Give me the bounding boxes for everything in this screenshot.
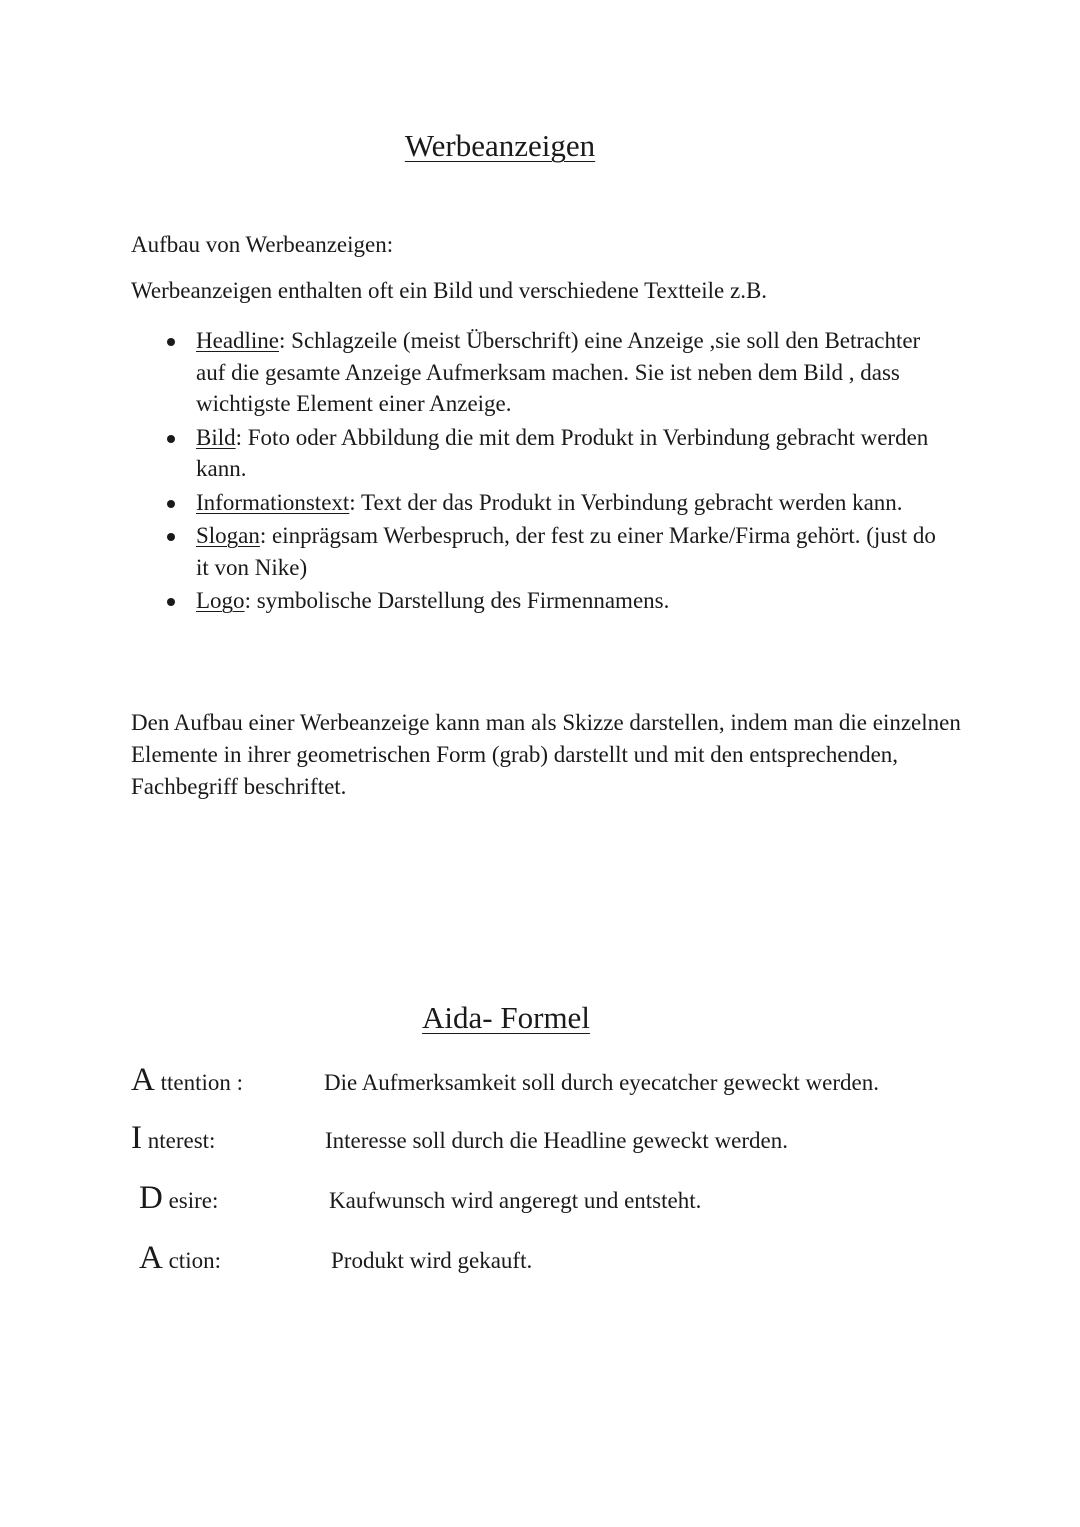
aida-description: Die Aufmerksamkeit soll durch eyecatcher geweckt werden. [324,1070,879,1095]
aida-row-desire [0,1180,1080,1224]
bullet-list [131,325,951,619]
bullet-icon [167,598,175,606]
bullet-icon [167,338,175,346]
bullet-icon [167,533,175,541]
definition-text: : symbolische Darstellung des Firmennamens. [244,588,670,613]
aida-title: Aida- Formel [422,1000,590,1035]
definition-text: : Foto oder Abbildung die mit dem Produkt in Verbindung gebracht werden kann. [196,424,929,481]
sketch-paragraph: Den Aufbau einer Werbeanzeige kann man als Skizze darstellen, indem man die einzelnen Elemente in ihrer geometrischen Form (grab) darstellt und mit den entsprechenden, Fachbegriff beschriftet. [131,710,961,799]
definition-text: : Schlagzeile (meist Überschrift) eine Anzeige ,sie soll den Betrachter auf die gesamte Anzeige Aufmerksam machen. Sie ist neben dem Bild , dass wichtigste Element einer Anzeige. [196,328,921,416]
aida-description: Produkt wird gekauft. [331,1248,533,1273]
aida-description: Interesse soll durch die Headline geweckt werden. [325,1128,789,1153]
list-item [131,422,951,485]
list-item [131,487,951,519]
list-item [131,325,951,420]
term-informationstext: Informationstext [196,489,350,515]
definition-text: : einprägsam Werbespruch, der fest zu einer Marke/Firma gehört. (just do it von Nike) [196,523,936,580]
intro-text: Werbeanzeigen enthalten oft ein Bild und verschiedene Textteile z.B. [131,278,768,303]
term-slogan: Slogan [196,523,260,548]
intro-label: Aufbau von Werbeanzeigen: [131,232,394,257]
aida-term: I nterest: [131,1120,216,1156]
aida-description: Kaufwunsch wird angeregt und entsteht. [329,1188,702,1213]
list-item [131,520,951,583]
term-headline: Headline [196,328,280,353]
aida-term: A ction: [139,1240,221,1276]
aida-term: D esire: [139,1180,219,1216]
aida-row-attention [0,1062,1080,1106]
aida-row-action [0,1240,1080,1284]
definition-text: : Text der das Produkt in Verbindung gebracht werden kann. [349,489,903,515]
aida-term: A ttention : [131,1062,244,1098]
aida-row-interest [0,1120,1080,1164]
term-bild: Bild [196,424,236,450]
list-item [131,585,951,617]
bullet-icon [167,500,175,508]
page-title: Werbeanzeigen [404,128,596,163]
term-logo: Logo [196,588,245,613]
bullet-icon [167,435,175,443]
